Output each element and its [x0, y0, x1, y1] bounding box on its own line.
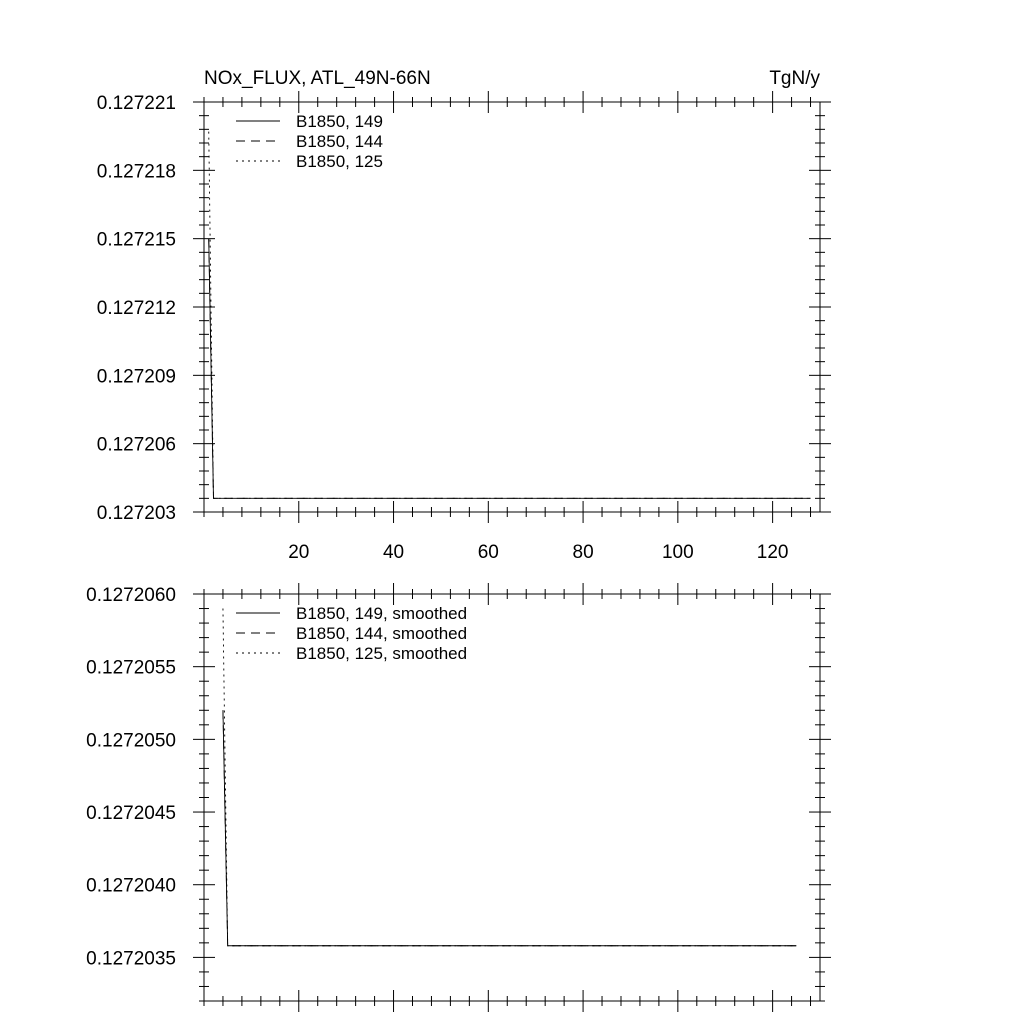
y-tick-label: 0.1272050: [86, 730, 176, 752]
y-tick-label: 0.127215: [96, 229, 176, 251]
legend-label: B1850, 125, smoothed: [296, 644, 468, 663]
series-line: [223, 710, 796, 945]
y-tick-label: 0.127212: [96, 298, 176, 319]
x-tick-label: 80: [572, 542, 594, 563]
units-label: TgN/y: [769, 68, 820, 89]
x-tick-label: 40: [382, 542, 405, 563]
legend-label: B1850, 149: [296, 112, 383, 131]
y-tick-label: 0.127218: [96, 161, 176, 183]
bottom-panel: [86, 583, 831, 1012]
series-line: [223, 710, 796, 945]
y-tick-label: 0.127221: [96, 93, 176, 114]
series-line: [209, 132, 811, 499]
chart-title: NOx_FLUX, ATL_49N-66N: [204, 68, 431, 89]
y-tick-label: 0.1272060: [86, 585, 176, 606]
legend-label: B1850, 144: [296, 132, 383, 151]
series-line: [209, 239, 811, 499]
y-tick-label: 0.1272045: [86, 803, 176, 825]
x-tick-label: 60: [477, 542, 499, 563]
y-tick-label: 0.127206: [96, 434, 176, 456]
x-tick-label: 100: [661, 542, 694, 563]
legend-label: B1850, 144, smoothed: [296, 624, 468, 643]
x-tick-label: 20: [288, 542, 310, 563]
legend-label: B1850, 125: [296, 152, 383, 171]
top-panel: [97, 68, 831, 563]
y-tick-label: 0.1272055: [86, 657, 176, 679]
x-tick-label: 120: [756, 542, 789, 563]
legend-label: B1850, 149, smoothed: [296, 604, 468, 623]
series-line: [209, 239, 811, 499]
y-tick-label: 0.127209: [96, 366, 176, 388]
y-tick-label: 0.127203: [96, 503, 176, 524]
y-tick-label: 0.1272035: [86, 948, 176, 970]
y-tick-label: 0.1272040: [86, 875, 176, 897]
